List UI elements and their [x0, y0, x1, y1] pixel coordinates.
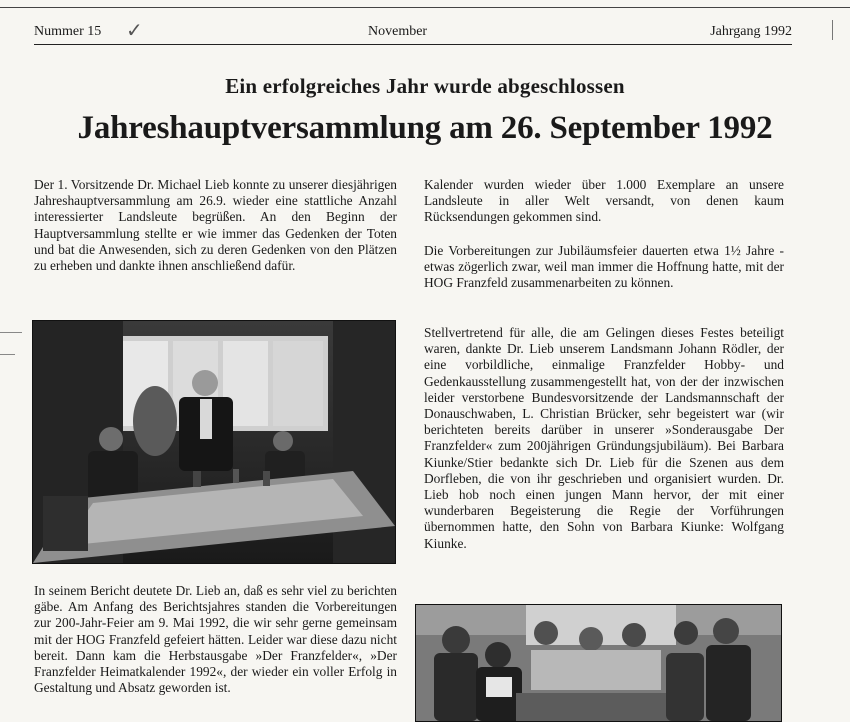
masthead — [34, 20, 792, 45]
group-photo — [415, 604, 782, 722]
handwritten-check-mark: ✓ — [126, 18, 143, 42]
scan-mark — [0, 332, 22, 333]
issue-number: Nummer 15 — [34, 24, 102, 39]
meeting-photo-image — [33, 321, 395, 563]
volume-year: Jahrgang 1992 — [710, 24, 792, 39]
right-column-p2 — [424, 243, 784, 304]
meeting-photo — [32, 320, 396, 564]
scan-mark — [832, 20, 833, 40]
issue-month: November — [368, 24, 428, 39]
left-column-top — [34, 177, 397, 286]
left-column-bottom — [34, 583, 397, 708]
scan-mark — [0, 354, 15, 355]
right-column-p3 — [424, 325, 784, 564]
right-column-p1 — [424, 177, 784, 238]
paragraph: In seinem Bericht deutete Dr. Lieb an, daß es sehr viel zu berichten gäbe. Am Anfang des Berichtsjahres standen die Vorbereitungen zur 200-Jahr-Feier am 9. Mai 1992, die wir sehr gerne gemeinsam mit der HOG Franzfeld gefeiert hätten. Leider war diese dazu nicht bereit. Dann kam die Herbstausgabe »Der Franzfelder«, »Der Franzfelder Heimatkalender 1992«, der wieder ein voller Erfolg in Gestaltung und Absatz geworden ist. — [34, 583, 397, 696]
paragraph: Stellvertretend für alle, die am Gelingen dieses Festes beteiligt waren, dankte Dr. Lieb unserem Landsmann Johann Rödler, der eine vorbildliche, einmalige Franzfelder Hobby- und Gedenkausstellung zusammengestellt hat, von der der inzwischen leider verstorbene Bundesvorsitzende der Landsmannschaft der Donauschwaben, L. Christian Brücker, sehr begeistert war (wir berichteten bereits darüber in unserer »Sonderausgabe Der Franzfelder« zum 200jährigen Gründungsjubiläum). Bei Barbara Kiunke/Stier bedankte sich Dr. Lieb für die Szenen aus dem Dorfleben, die von ihr geschrieben und organisiert wurden. Dr. Lieb hob noch einen jungen Mann hervor, der mit einer wunderbaren Begeisterung die Regie der Vorführungen übernommen hatte, den Sohn von Barbara Kiunke: Wolfgang Kiunke. — [424, 325, 784, 551]
paragraph: Die Vorbereitungen zur Jubiläumsfeier dauerten etwa 1½ Jahre - etwas zögerlich zwar, weil man immer die Hoffnung hatte, mit der HOG Franzfeld zusammenarbeiten zu können. — [424, 243, 784, 291]
article-subtitle: Ein erfolgreiches Jahr wurde abgeschlossen — [225, 74, 625, 98]
paragraph: Der 1. Vorsitzende Dr. Michael Lieb konnte zu unserer diesjährigen Jahreshauptversammlung am 26.9. wieder eine stattliche Anzahl interessierter Landsleute begrüßen. An den Beginn der Hauptversammlung stellte er wie immer das Gedenken der Toten und bat die Anwesenden, sich zu deren Gedenken von den Plätzen zu erheben und dankte ihnen anschließend dafür. — [34, 177, 397, 274]
cropped-top-line — [0, 0, 850, 8]
paragraph: Kalender wurden wieder über 1.000 Exemplare an unsere Landsleute in aller Welt versandt, von denen kaum Rücksendungen gekommen sind. — [424, 177, 784, 225]
article-headline: Jahreshauptversammlung am 26. September 1992 — [77, 110, 773, 146]
group-photo-image — [416, 605, 781, 721]
